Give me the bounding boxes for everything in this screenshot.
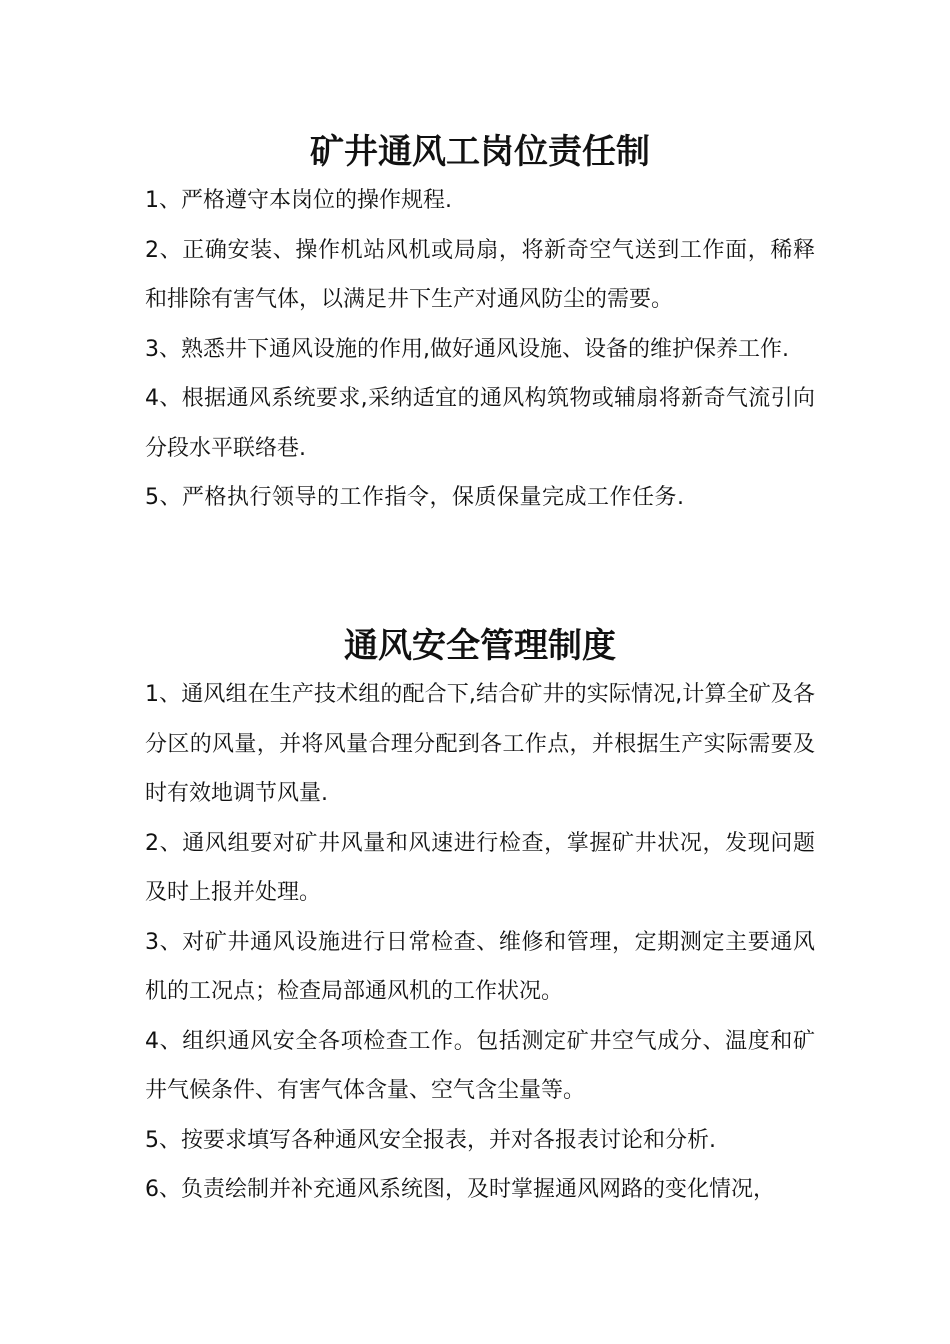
list-item: 4、根据通风系统要求,采纳适宜的通风构筑物或辅扇将新奇气流引向分段水平联络巷. — [145, 386, 815, 461]
list-item: 3、对矿井通风设施进行日常检查、维修和管理，定期测定主要通风机的工况点；检查局部通风机的工作状况。 — [145, 929, 815, 1004]
section-title: 矿井通风工岗位责任制 — [310, 132, 650, 172]
section-safety-management — [145, 622, 815, 1215]
item-list — [145, 670, 815, 1215]
list-item: 5、严格执行领导的工作指令，保质保量完成工作任务. — [145, 485, 685, 510]
list-item: 1、通风组在生产技术组的配合下,结合矿井的实际情况,计算全矿及各分区的风量，并将风量合理分配到各工作点，并根据生产实际需要及时有效地调节风量. — [145, 682, 815, 806]
list-item: 6、负责绘制并补充通风系统图，及时掌握通风网路的变化情况， — [145, 1177, 775, 1202]
list-item: 4、组织通风安全各项检查工作。包括测定矿井空气成分、温度和矿井气候条件、有害气体含量、空气含尘量等。 — [145, 1028, 815, 1103]
item-list — [145, 176, 815, 523]
list-item: 5、按要求填写各种通风安全报表，并对各报表讨论和分析. — [145, 1127, 716, 1153]
list-item: 2、通风组要对矿井风量和风速进行检查，掌握矿井状况，发现问题及时上报并处理。 — [145, 830, 815, 905]
section-job-responsibility — [145, 128, 815, 523]
list-item: 2、正确安装、操作机站风机或局扇，将新奇空气送到工作面，稀释和排除有害气体，以满足井下生产对通风防尘的需要。 — [145, 237, 815, 312]
list-item: 1、严格遵守本岗位的操作规程. — [145, 188, 452, 213]
list-item: 3、熟悉井下通风设施的作用,做好通风设施、设备的维护保养工作. — [145, 336, 789, 362]
section-title: 通风安全管理制度 — [344, 626, 616, 666]
